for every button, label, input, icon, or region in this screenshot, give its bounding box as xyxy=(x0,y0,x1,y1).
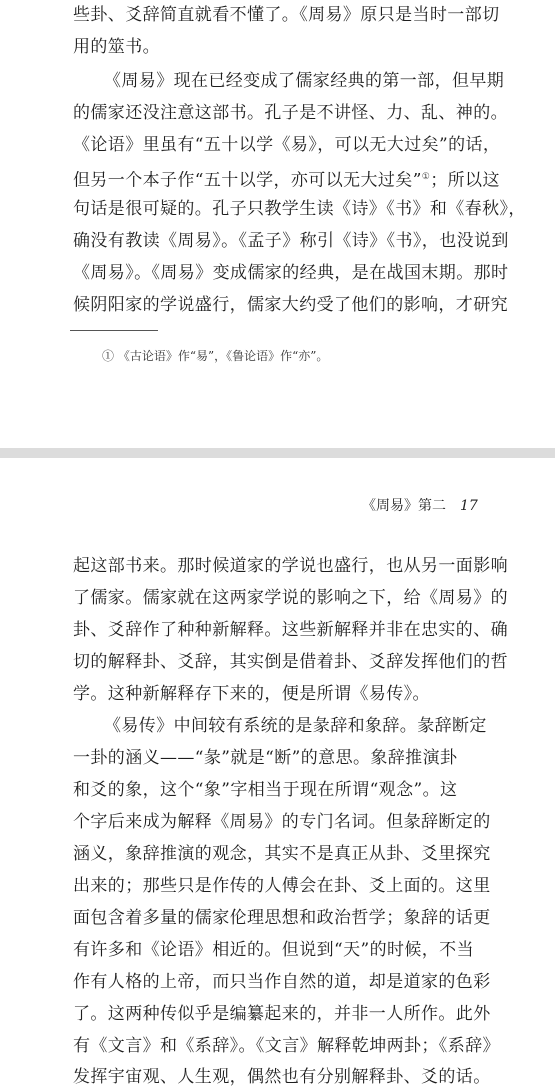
text-line: 卦、爻辞作了种种新解释。这些新解释并非在忠实的、确 xyxy=(73,620,508,640)
text-line: 《论语》里虽有“五十以学《易》，可以无大过矣”的话， xyxy=(73,135,501,155)
text-line: 作有人格的上帝，而只当作自然的道，却是道家的色彩 xyxy=(73,972,491,992)
text-line: 确没有教读《周易》。《孟子》称引《诗》《书》，也没说到 xyxy=(73,231,509,251)
footnote-divider xyxy=(70,330,158,331)
text-line: 学。这种新解释存下来的，便是所谓《易传》。 xyxy=(73,684,430,704)
text-line: 一卦的涵义——“彖”就是“断”的意思。象辞推演卦 xyxy=(73,748,458,768)
bottom-page xyxy=(0,458,555,1087)
text-line: 了。这两种传似乎是编纂起来的，并非一人所作。此外 xyxy=(73,1004,491,1024)
text-line: 发挥宇宙观、人生观，偶然也有分别解释卦、爻的话。 xyxy=(73,1067,491,1087)
footnote-text: ① 《古论语》作“易”，《鲁论语》作“亦”。 xyxy=(102,349,329,363)
page-separator xyxy=(0,448,555,458)
page-number: 17 xyxy=(460,498,478,514)
text-line: 起这部书来。那时候道家的学说也盛行，也从另一面影响 xyxy=(73,556,508,576)
text-line: 用的筮书。 xyxy=(73,37,160,57)
text-line: 句话是很可疑的。孔子只教学生读《诗》《书》和《春秋》， xyxy=(73,199,526,219)
text-line: 出来的；那些只是作传的人傅会在卦、爻上面的。这里 xyxy=(73,876,491,896)
text-line: 有许多和《论语》相近的。但说到“天”的时候，不当 xyxy=(73,940,474,960)
text-line: 了儒家。儒家就在这两家学说的影响之下，给《周易》的 xyxy=(73,588,508,608)
running-head xyxy=(362,495,478,515)
text-line: 的儒家还没注意这部书。孔子是不讲怪、力、乱、神的。 xyxy=(73,103,508,123)
text-line: 切的解释卦、爻辞，其实倒是借着卦、爻辞发挥他们的哲 xyxy=(73,652,508,672)
text-line: 和爻的象，这个“象”字相当于现在所谓“观念”。这 xyxy=(73,780,458,800)
paragraph-start-line: 《周易》现在已经变成了儒家经典的第一部，但早期 xyxy=(104,71,505,91)
paragraph-start-line: 《易传》中间较有系统的是彖辞和象辞。彖辞断定 xyxy=(104,716,487,736)
text-line: 个字后来成为解释《周易》的专门名词。但彖辞断定的 xyxy=(73,812,491,832)
text-line: 候阴阳家的学说盛行，儒家大约受了他们的影响，才研究 xyxy=(73,295,508,315)
text-line: 《周易》。《周易》变成儒家的经典，是在战国末期。那时 xyxy=(73,263,509,283)
text-segment: ；所以这 xyxy=(430,170,500,191)
text-line: 些卦、爻辞简直就看不懂了。《周易》原只是当时一部切 xyxy=(73,5,500,25)
text-line: 涵义，象辞推演的观念，其实不是真正从卦、爻里探究 xyxy=(73,844,491,864)
top-page xyxy=(0,0,555,448)
footnote-marker[interactable]: ① xyxy=(421,172,431,182)
text-segment: 但另一个本子作“五十以学，亦可以无大过矣” xyxy=(73,170,422,191)
text-line: 有《文言》和《系辞》。《文言》解释乾坤两卦；《系辞》 xyxy=(73,1036,500,1056)
running-head-title: 《周易》第二 xyxy=(362,498,446,514)
text-line-with-footnote xyxy=(73,164,500,194)
text-line: 面包含着多量的儒家伦理思想和政治哲学；象辞的话更 xyxy=(73,908,491,928)
